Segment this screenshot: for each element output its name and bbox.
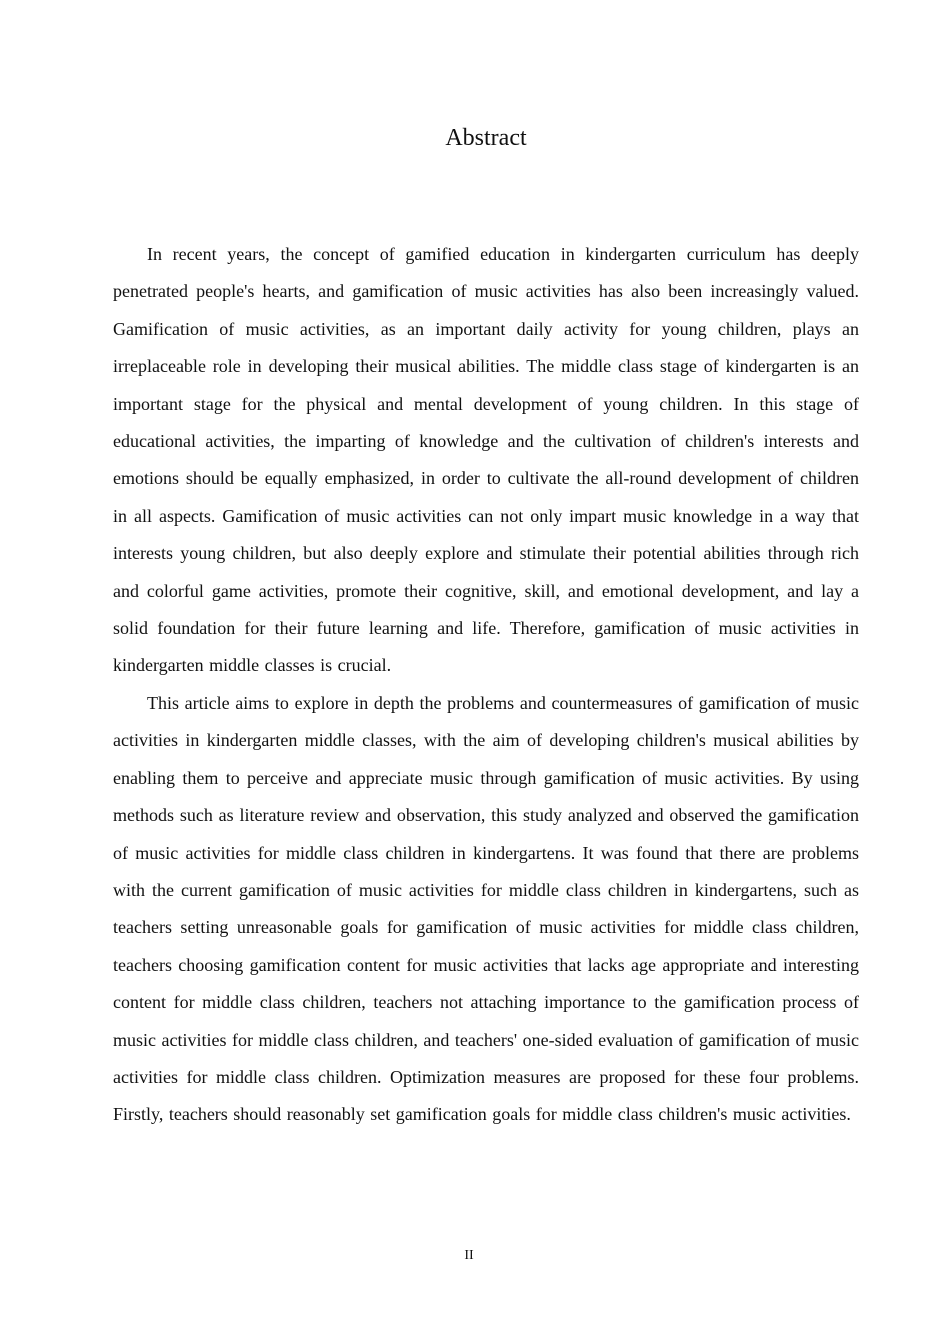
page-number: II: [464, 1248, 474, 1263]
abstract-body: [113, 236, 859, 1134]
abstract-title: Abstract: [445, 125, 527, 151]
abstract-paragraph-1: In recent years, the concept of gamified education in kindergarten curriculum has deeply penetrated people's hearts, and gamification of music activities has also been increasingly valued. Gamification of music activities, as an important daily activity for young children, plays an irreplaceable role in developing their musical abilities. The middle class stage of kindergarten is an important stage for the physical and mental development of young children. In this stage of educational activities, the imparting of knowledge and the cultivation of children's interests and emotions should be equally emphasized, in order to cultivate the all-round development of children in all aspects. Gamification of music activities can not only impart music knowledge in a way that interests young children, but also deeply explore and stimulate their potential abilities through rich and colorful game activities, promote their cognitive, skill, and emotional development, and lay a solid foundation for their future learning and life. Therefore, gamification of music activities in kindergarten middle classes is crucial.: [113, 244, 859, 676]
abstract-paragraph-2: This article aims to explore in depth the problems and countermeasures of gamification of music activities in kindergarten middle classes, with the aim of developing children's musical abilities by enabling them to perceive and appreciate music through gamification of music activities. By using methods such as literature review and observation, this study analyzed and observed the gamification of music activities for middle class children in kindergartens. It was found that there are problems with the current gamification of music activities for middle class children in kindergartens, such as teachers setting unreasonable goals for gamification of music activities for middle class children, teachers choosing gamification content for music activities that lacks age appropriate and interesting content for middle class children, teachers not attaching importance to the gamification process of music activities for middle class children, and teachers' one-sided evaluation of gamification of music activities for middle class children. Optimization measures are proposed for these four problems. Firstly, teachers should reasonably set gamification goals for middle class children's music activities.: [113, 692, 860, 1125]
